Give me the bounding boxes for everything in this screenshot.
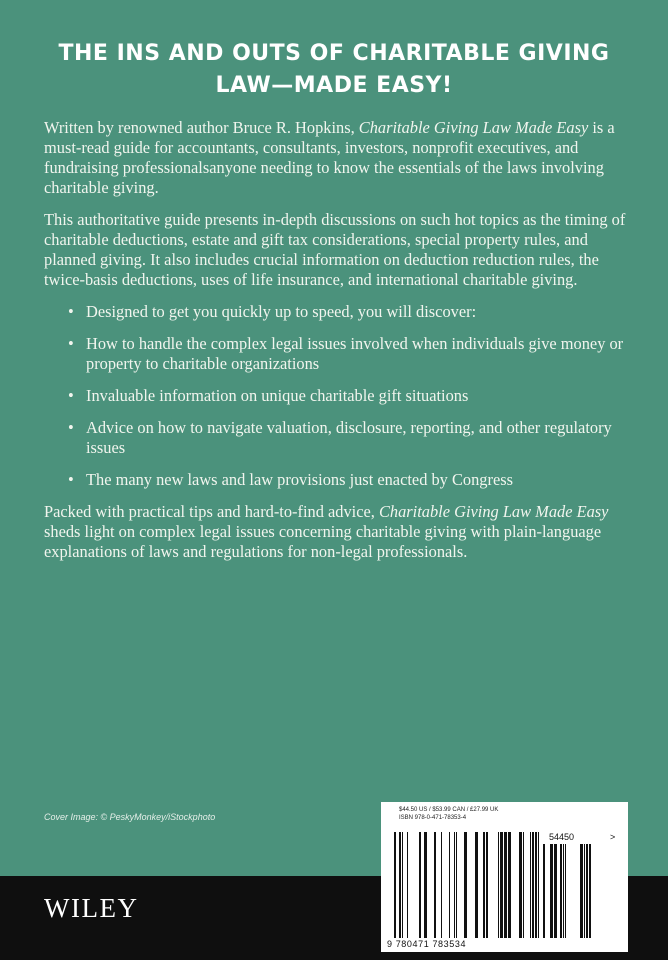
barcode-bar bbox=[449, 832, 450, 938]
barcode-bar bbox=[519, 832, 522, 938]
isbn-line: ISBN 978-0-471-78353-4 bbox=[399, 815, 467, 821]
barcode-bar bbox=[589, 844, 591, 938]
barcode-bar bbox=[532, 832, 534, 938]
barcode-bar bbox=[508, 832, 511, 938]
barcode-bar bbox=[535, 832, 537, 938]
barcode-bar bbox=[454, 832, 455, 938]
barcode-bar bbox=[563, 844, 564, 938]
barcode-bar bbox=[475, 832, 478, 938]
barcode-bar bbox=[441, 832, 442, 938]
barcode-box bbox=[381, 802, 628, 952]
second-paragraph: This authoritative guide presents in-depth discussions on such hot topics as the timing of charitable deductions, estate and gift tax considerations, special property rules, and planned giving. It also includes crucial information on deduction reduction rules, the twice-basis deductions, uses of life insurance, and international charitable giving. bbox=[44, 210, 626, 289]
barcode-bar bbox=[586, 844, 588, 938]
feature-list bbox=[44, 302, 628, 490]
barcode-bar bbox=[500, 832, 503, 938]
barcode-bar bbox=[394, 832, 396, 938]
barcode-bar bbox=[580, 844, 583, 938]
barcode-bar bbox=[399, 832, 401, 938]
barcode-bar bbox=[483, 832, 485, 938]
headline-line-2: LAW—MADE EASY! bbox=[215, 73, 453, 98]
feature-item: • Designed to get you quickly up to speed, you will discover: bbox=[68, 302, 628, 322]
closing-book-title: Charitable Giving Law Made Easy bbox=[378, 502, 609, 521]
description bbox=[44, 118, 628, 574]
feature-item: • Advice on how to navigate valuation, disclosure, reporting, and other regulatory issues bbox=[68, 418, 628, 458]
addon-symbol: > bbox=[610, 832, 616, 842]
barcode-bar bbox=[523, 832, 524, 938]
cover-image-credit: Cover Image: © PeskyMonkey/iStockphoto bbox=[44, 812, 216, 822]
closing-pre: Packed with practical tips and hard-to-find advice, bbox=[44, 502, 379, 521]
intro-pre: Written by renowned author Bruce R. Hopkins, bbox=[44, 118, 359, 137]
publisher-logo: WILEY bbox=[44, 893, 139, 923]
addon-number: 54450 bbox=[549, 832, 575, 842]
isbn-barcode bbox=[394, 832, 540, 938]
feature-item: • The many new laws and law provisions just enacted by Congress bbox=[68, 470, 628, 490]
price-line: $44.50 US / $53.99 CAN / £27.99 UK bbox=[399, 807, 499, 813]
closing-paragraph bbox=[44, 502, 628, 562]
feature-item: • How to handle the complex legal issues involved when individuals give money or property to charitable organizations bbox=[68, 334, 628, 374]
barcode-bar bbox=[530, 832, 531, 938]
ean-digits: 9 780471 783534 bbox=[387, 939, 467, 949]
barcode-bar bbox=[584, 844, 585, 938]
barcode-bar bbox=[464, 832, 467, 938]
feature-item: • Invaluable information on unique charitable gift situations bbox=[68, 386, 628, 406]
intro-book-title: Charitable Giving Law Made Easy bbox=[358, 118, 589, 137]
barcode-bar bbox=[456, 832, 457, 938]
barcode-bar bbox=[486, 832, 488, 938]
barcode-bar bbox=[565, 844, 566, 938]
price-addon-barcode bbox=[543, 844, 603, 938]
barcode-bar bbox=[554, 844, 557, 938]
barcode-bar bbox=[402, 832, 403, 938]
price-info bbox=[397, 806, 617, 822]
barcode-bar bbox=[543, 844, 545, 938]
closing-post: sheds light on complex legal issues concerning charitable giving with plain-language explanations of laws and regulations for non-legal professionals. bbox=[44, 522, 602, 561]
barcode-bar bbox=[407, 832, 408, 938]
barcode-bar bbox=[560, 844, 562, 938]
barcode-bar bbox=[538, 832, 539, 938]
intro-paragraph bbox=[44, 118, 628, 198]
barcode-bar bbox=[434, 832, 436, 938]
barcode-bar bbox=[504, 832, 507, 938]
headline bbox=[0, 38, 668, 102]
barcode-bar bbox=[498, 832, 499, 938]
intro-post: is a must-read guide for accountants, consultants, investors, nonprofit executives, and fundraising professionalsanyone needing to know the essentials of the laws involving charitable giving. bbox=[44, 118, 615, 197]
headline-line-1: THE INS AND OUTS OF CHARITABLE GIVING bbox=[58, 41, 610, 66]
barcode-bar bbox=[424, 832, 427, 938]
barcode-bar bbox=[419, 832, 421, 938]
barcode-bar bbox=[550, 844, 553, 938]
